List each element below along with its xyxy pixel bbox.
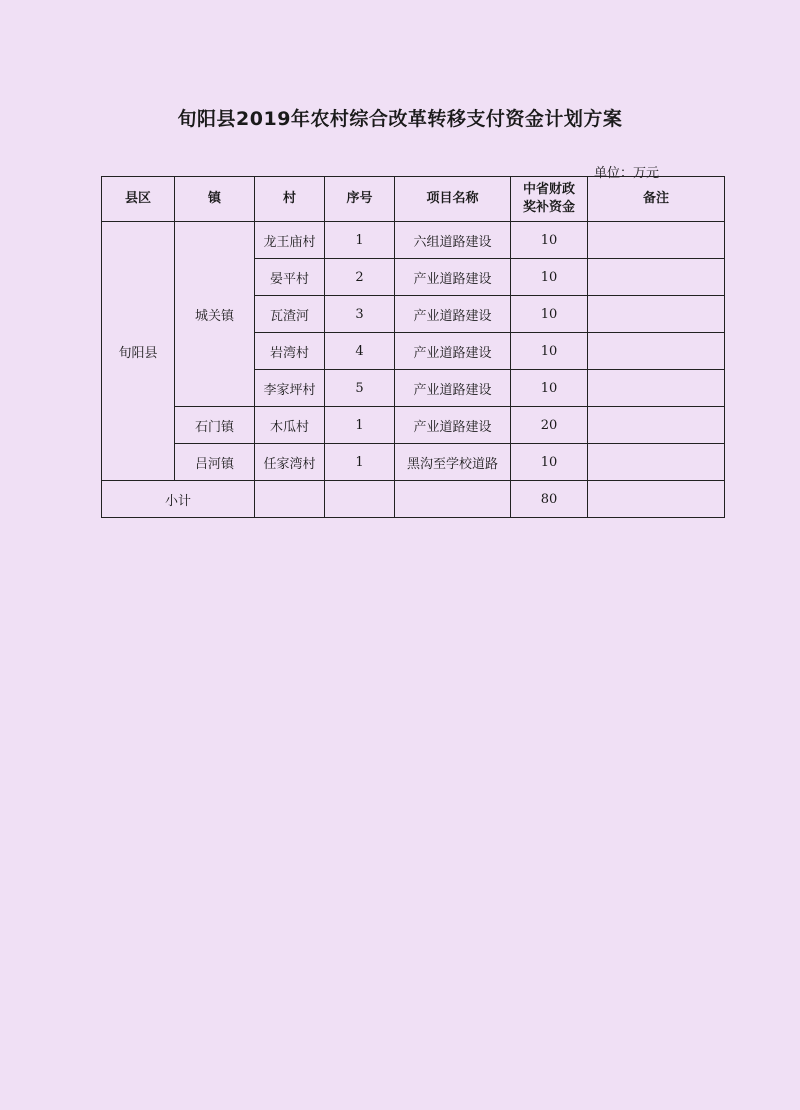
funds-cell: 10 — [511, 444, 588, 481]
county-cell: 旬阳县 — [102, 222, 175, 481]
remark-cell — [588, 333, 725, 370]
seq-cell: 4 — [325, 333, 395, 370]
remark-cell — [588, 296, 725, 333]
subtotal-seq-empty — [325, 481, 395, 518]
table-row — [102, 407, 725, 444]
remark-cell — [588, 444, 725, 481]
town-cell-chengguan: 城关镇 — [175, 222, 255, 407]
village-cell: 龙王庙村 — [255, 222, 325, 259]
table-header-row — [102, 177, 725, 222]
project-cell: 产业道路建设 — [395, 259, 511, 296]
document-title: 旬阳县2019年农村综合改革转移支付资金计划方案 — [177, 108, 623, 130]
project-cell: 产业道路建设 — [395, 296, 511, 333]
project-cell: 产业道路建设 — [395, 370, 511, 407]
remark-cell — [588, 222, 725, 259]
table-row — [102, 444, 725, 481]
village-cell: 李家坪村 — [255, 370, 325, 407]
project-cell: 六组道路建设 — [395, 222, 511, 259]
project-cell: 产业道路建设 — [395, 407, 511, 444]
seq-cell: 3 — [325, 296, 395, 333]
remark-cell — [588, 259, 725, 296]
village-cell: 晏平村 — [255, 259, 325, 296]
funds-cell: 10 — [511, 333, 588, 370]
project-cell: 产业道路建设 — [395, 333, 511, 370]
subtotal-funds: 80 — [511, 481, 588, 518]
subtotal-project-empty — [395, 481, 511, 518]
seq-cell: 2 — [325, 259, 395, 296]
unit-label: 单位：万元 — [594, 166, 660, 181]
header-town: 镇 — [175, 177, 255, 222]
village-cell: 任家湾村 — [255, 444, 325, 481]
subtotal-remark-empty — [588, 481, 725, 518]
header-funds — [511, 177, 588, 222]
header-county: 县区 — [102, 177, 175, 222]
header-seq: 序号 — [325, 177, 395, 222]
header-village: 村 — [255, 177, 325, 222]
town-cell-luhe: 吕河镇 — [175, 444, 255, 481]
header-funds-line2: 奖补资金 — [522, 200, 575, 215]
village-cell: 岩湾村 — [255, 333, 325, 370]
funds-cell: 10 — [511, 296, 588, 333]
subtotal-row — [102, 481, 725, 518]
remark-cell — [588, 407, 725, 444]
village-cell: 瓦渣河 — [255, 296, 325, 333]
subtotal-village-empty — [255, 481, 325, 518]
header-funds-line1: 中省财政 — [522, 182, 575, 197]
subtotal-label: 小计 — [102, 481, 255, 518]
funding-plan-table — [101, 176, 725, 518]
seq-cell: 1 — [325, 444, 395, 481]
table-row — [102, 222, 725, 259]
funds-cell: 10 — [511, 259, 588, 296]
funds-cell: 10 — [511, 222, 588, 259]
town-cell-shimen: 石门镇 — [175, 407, 255, 444]
remark-cell — [588, 370, 725, 407]
project-cell: 黑沟至学校道路 — [395, 444, 511, 481]
funds-cell: 20 — [511, 407, 588, 444]
seq-cell: 1 — [325, 222, 395, 259]
header-project: 项目名称 — [395, 177, 511, 222]
seq-cell: 1 — [325, 407, 395, 444]
village-cell: 木瓜村 — [255, 407, 325, 444]
seq-cell: 5 — [325, 370, 395, 407]
header-remark: 备注 — [588, 177, 725, 222]
funds-cell: 10 — [511, 370, 588, 407]
